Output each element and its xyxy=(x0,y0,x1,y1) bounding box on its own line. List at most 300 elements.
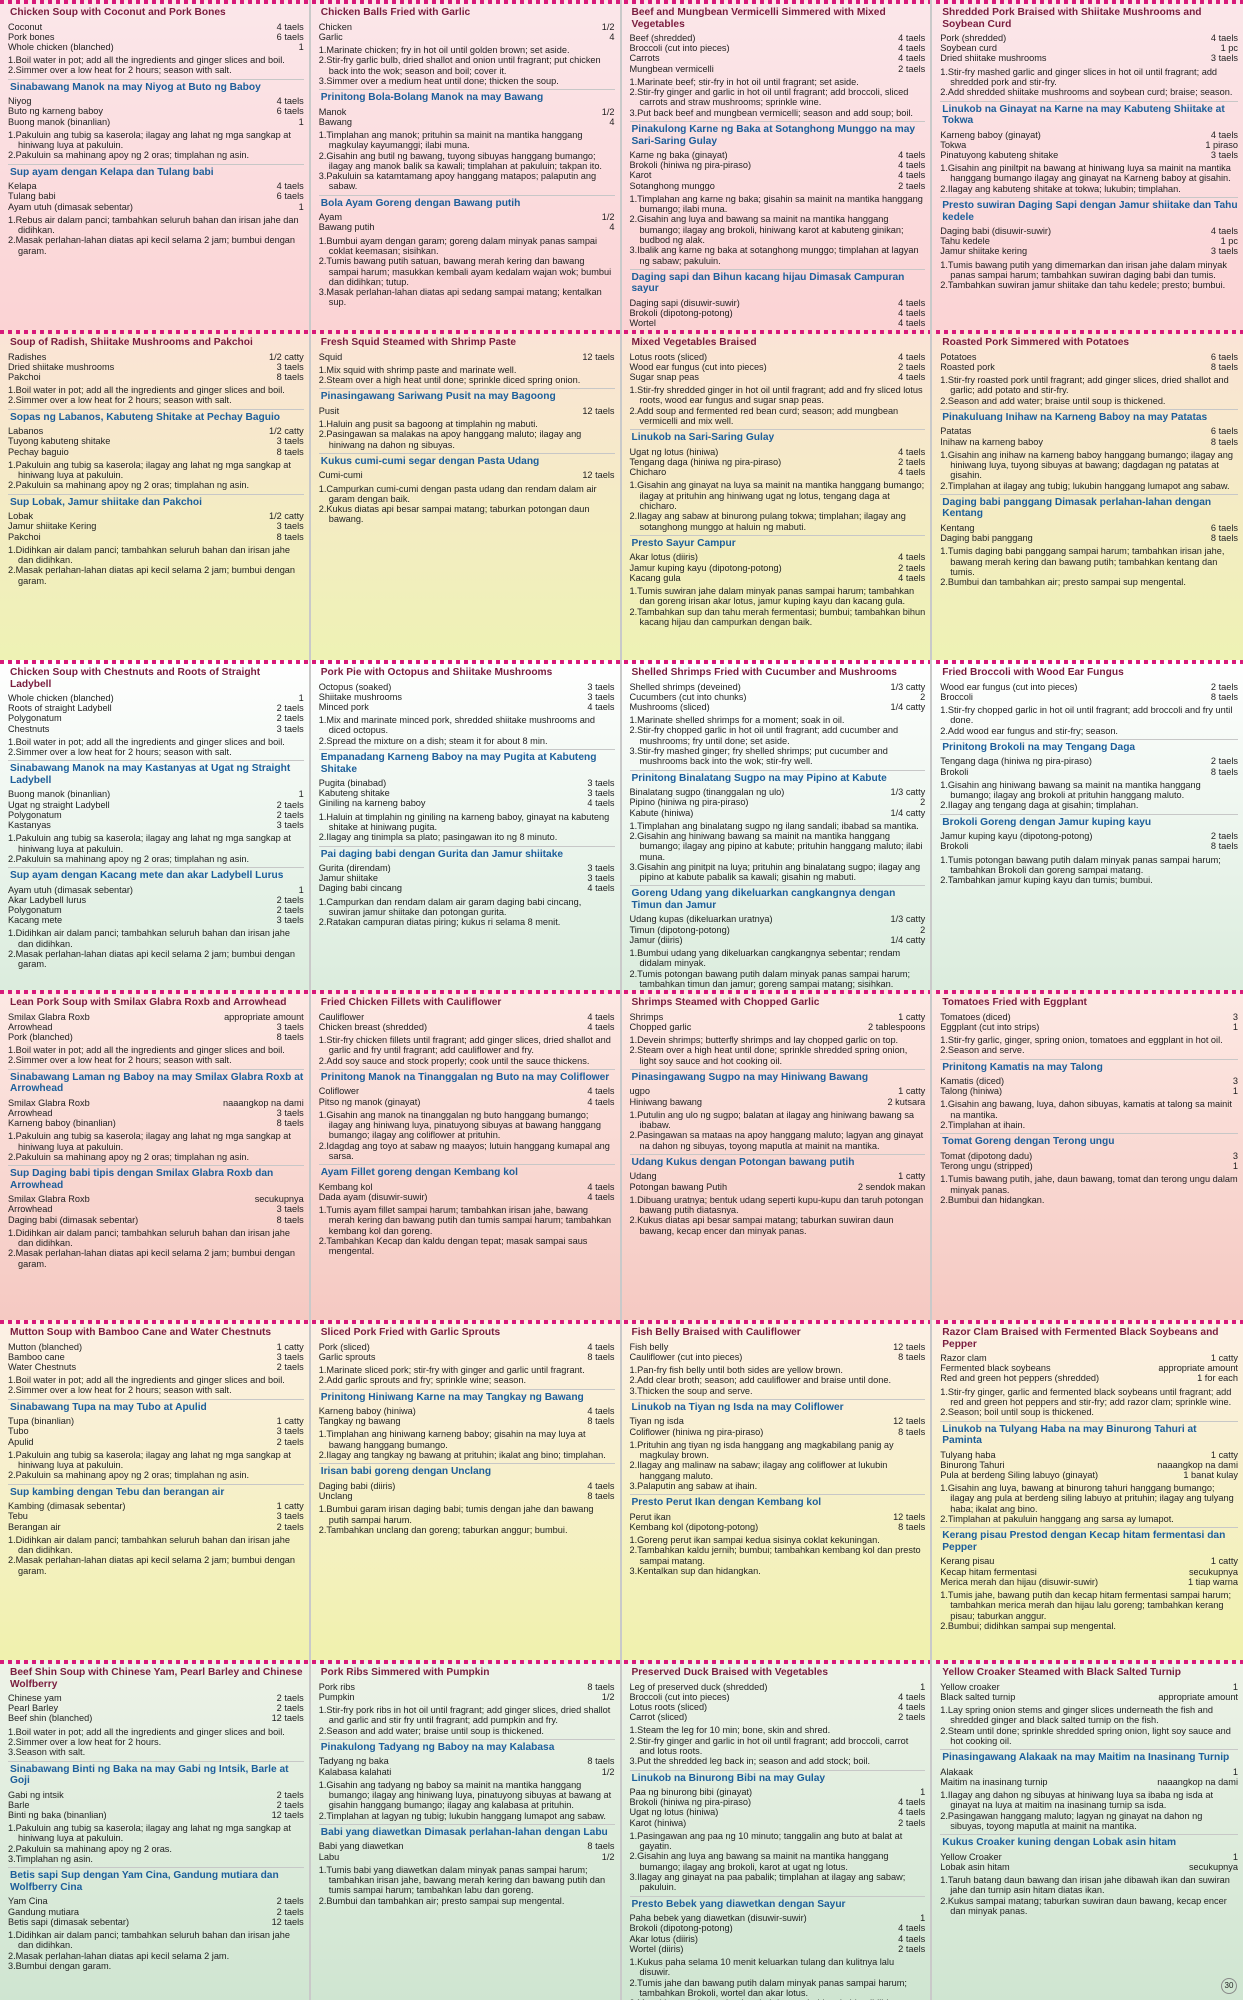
recipe-steps xyxy=(319,1865,615,1906)
ingredient-name: Whole chicken (blanched) xyxy=(8,693,114,703)
ingredient-quantity: 4 taels xyxy=(898,552,926,563)
recipe-step: 1.Timplahan ang manok; prituhin sa mainit na mantika hanggang magkulay kayumanggi; ilabi muna. xyxy=(318,130,583,151)
ingredient-name: Shiitake mushrooms xyxy=(318,691,402,702)
recipe-title: Roasted Pork Simmered with Potatoes xyxy=(942,337,1130,348)
ingredient-name: Chicken breast (shredded) xyxy=(318,1021,428,1032)
recipe-column xyxy=(622,1320,933,1660)
recipe-column xyxy=(311,0,622,330)
ingredient-quantity: 3 taels xyxy=(587,778,615,788)
recipe-steps xyxy=(630,194,926,266)
ingredient-quantity: 1 for each xyxy=(1197,1373,1238,1384)
ingredient-row xyxy=(8,1215,304,1225)
ingredient-quantity: 3 xyxy=(1232,1150,1238,1161)
ingredient-quantity: 3 taels xyxy=(276,521,304,532)
ingredient-quantity: 4 taels xyxy=(587,1406,615,1416)
ingredient-row xyxy=(940,53,1238,63)
ingredient-row xyxy=(319,1406,615,1416)
ingredient-name: Hiniwang bawang xyxy=(629,1096,703,1107)
recipe-title: Shrimps Steamed with Chopped Garlic xyxy=(631,997,820,1008)
ingredient-row xyxy=(8,915,304,925)
ingredient-row xyxy=(319,1756,615,1766)
recipe-title: Lean Pork Soup with Smilax Glabra Roxb and Arrowhead xyxy=(10,997,287,1008)
ingredient-quantity: 4 taels xyxy=(898,308,926,319)
ingredient-quantity: 1 xyxy=(298,884,304,895)
recipe-step: 2.Timplahan at ihain. xyxy=(940,1120,1026,1130)
ingredient-name: Red and green hot peppers (shredded) xyxy=(940,1373,1100,1384)
recipe-step: 1.Tumis babi yang diawetkan dalam minyak panas sampai harum; tambahkan irisan jahe, bawang merah kering dan bawang putih dan tumis sampai harum; tambahkan labu dan goreng. xyxy=(318,1864,606,1896)
ingredient-name: Merica merah dan hijau (disuwir-suwir) xyxy=(940,1576,1099,1587)
ingredient-row xyxy=(8,1098,304,1108)
recipe-steps xyxy=(940,780,1238,811)
recipe-title: Linukob na Tulyang Haba na may Binurong Tahuri at Paminta xyxy=(940,1421,1238,1448)
recipe-steps xyxy=(319,1035,615,1066)
recipe-step: 2.Ilagay ang tinimpla sa plato; pasingawan ito ng 8 minuto. xyxy=(318,832,558,843)
ingredient-quantity: 4 xyxy=(609,116,615,127)
recipe-steps xyxy=(319,1110,615,1161)
recipe-block xyxy=(319,749,615,843)
ingredient-row xyxy=(630,352,926,362)
ingredient-quantity: 4 taels xyxy=(898,467,926,478)
ingredient-row xyxy=(630,692,926,702)
ingredient-name: Cauliflower xyxy=(318,1011,365,1022)
ingredient-row xyxy=(940,841,1238,851)
recipe-column xyxy=(0,1660,311,2000)
recipe-steps xyxy=(8,928,304,969)
ingredient-name: Babi yang diawetkan xyxy=(318,1841,404,1852)
recipe-step: 1.Boil water in pot; add all the ingredients and ginger slices and boil. xyxy=(8,1726,285,1737)
recipe-block xyxy=(630,885,926,990)
ingredient-row xyxy=(319,1182,615,1192)
ingredient-quantity: 8 taels xyxy=(587,1351,615,1362)
recipe-steps xyxy=(8,55,304,76)
recipe-step: 2.Masak perlahan-lahan diatas api kecil selama 2 jam; bumbui dengan garam. xyxy=(8,1555,296,1576)
recipe-step: 1.Gisahin ang piniltpit na bawang at hiniwang luya sa mainit na mantika hanggang bumango ilagay ang ginayat na Karneng baboy at gisahin. xyxy=(940,163,1231,184)
recipe-block xyxy=(630,1326,926,1396)
recipe-block xyxy=(630,666,926,767)
ingredient-row xyxy=(940,33,1238,43)
ingredient-name: Gabi ng intsik xyxy=(8,1789,64,1800)
ingredient-row xyxy=(940,1151,1238,1161)
recipe-block xyxy=(940,336,1238,406)
recipe-step: 1.Marinate sliced pork; stir-fry with ginger and garlic until fragrant. xyxy=(318,1364,585,1375)
ingredient-name: Kentang xyxy=(940,522,975,533)
recipe-steps xyxy=(630,1831,926,1893)
ingredient-name: Mungbean vermicelli xyxy=(629,63,714,74)
recipe-step: 2.Pasingawan sa malakas na apoy hanggang maluto; ilagay ang hiniwang na dahon ng sibuyas. xyxy=(318,429,582,450)
recipe-title: Fresh Squid Steamed with Shrimp Paste xyxy=(320,337,517,348)
ingredient-quantity: 1/2 catty xyxy=(269,351,304,362)
recipe-block xyxy=(8,1761,304,1865)
recipe-step: 1.Dibuang uratnya; bentuk udang seperti kupu-kupu dan taruh potongan bawang putih diatasnya. xyxy=(629,1194,924,1216)
recipe-step: 1.Timplahan ang binalatang sugpo ng ilang sandali; ibabad sa mantika. xyxy=(629,820,919,831)
ingredient-quantity: 1 catty xyxy=(1210,1449,1238,1460)
ingredient-row xyxy=(940,1577,1238,1587)
ingredient-quantity: 3 taels xyxy=(587,863,615,873)
recipe-title: Prinitong Binalatang Sugpo na may Pipino at Kabute xyxy=(630,770,926,786)
ingredient-row xyxy=(630,362,926,372)
ingredient-row xyxy=(8,1032,304,1042)
recipe-step: 2.Tambahkan jamur kuping kayu dan tumis; bumbui. xyxy=(940,875,1153,886)
ingredient-name: Alakaak xyxy=(940,1766,973,1777)
ingredient-quantity: 2 taels xyxy=(1210,756,1238,767)
ingredient-name: Kelapa xyxy=(8,181,37,192)
ingredient-row xyxy=(8,1800,304,1810)
ingredient-name: Buong manok (binanlian) xyxy=(8,116,111,127)
recipe-title: Razor Clam Braised with Fermented Black Soybeans and Pepper xyxy=(942,1327,1219,1350)
ingredient-row xyxy=(630,160,926,170)
recipe-steps xyxy=(8,1930,304,1971)
ingredient-name: Binti ng baka (binanlian) xyxy=(8,1809,107,1820)
ingredient-row xyxy=(940,1682,1238,1692)
ingredient-quantity: 2 taels xyxy=(276,1521,304,1532)
recipe-block xyxy=(630,6,926,118)
ingredient-name: Brokoli xyxy=(940,766,969,777)
recipe-step: 1.Marinate beef; stir-fry in hot oil until fragrant; set aside. xyxy=(629,76,859,87)
ingredient-name: Dried shiitake mushrooms xyxy=(940,53,1047,64)
ingredient-quantity: 8 taels xyxy=(276,1118,304,1129)
ingredient-name: Chinese yam xyxy=(8,1693,62,1703)
ingredient-row xyxy=(940,352,1238,362)
ingredient-name: Cumi-cumi xyxy=(318,470,363,481)
recipe-steps xyxy=(8,545,304,586)
ingredient-name: Tadyang ng baka xyxy=(318,1756,389,1767)
ingredient-quantity: 2 taels xyxy=(898,1943,926,1954)
ingredient-name: Jamur shiitake Kering xyxy=(8,521,97,532)
ingredient-quantity: 12 taels xyxy=(893,1341,926,1352)
ingredient-row xyxy=(630,447,926,457)
recipe-step: 2.Pakuluin sa mahinang apoy ng 2 oras; timplahan ng asin. xyxy=(8,853,250,864)
ingredient-name: Wortel (diiris) xyxy=(629,1943,684,1954)
ingredient-name: Daging babi cincang xyxy=(318,883,403,894)
recipe-steps xyxy=(8,737,304,758)
recipe-steps xyxy=(8,1535,304,1576)
ingredient-name: Carrot (sliced) xyxy=(629,1712,688,1723)
ingredient-quantity: 4 taels xyxy=(898,1701,926,1712)
ingredient-row xyxy=(8,532,304,542)
ingredient-name: Buto ng karneng baboy xyxy=(8,106,104,117)
recipe-step: 2.Timplahan at pakuluin hanggang ang sarsa ay lumapot. xyxy=(940,1514,1174,1524)
ingredient-row xyxy=(319,1682,615,1692)
ingredient-row xyxy=(8,1118,304,1128)
recipe-block xyxy=(319,453,615,525)
recipe-step: 1.Pakuluin ang tubig sa kaserola; ilagay ang lahat ng mga sangkap at hiniwang luya at pakuluin. xyxy=(8,1449,291,1471)
ingredient-quantity: 4 taels xyxy=(587,1191,615,1202)
ingredient-name: Coconut xyxy=(8,21,43,32)
recipe-block xyxy=(8,1484,304,1576)
recipe-step: 1.Didihkan air dalam panci; tambahkan seluruh bahan dan irisan jahe dan didihkan. xyxy=(8,1534,290,1556)
ingredient-name: Pugita (binabad) xyxy=(318,778,387,788)
ingredient-quantity: 4 taels xyxy=(898,160,926,171)
ingredient-row xyxy=(940,1460,1238,1470)
ingredient-name: Carrots xyxy=(629,53,660,64)
recipe-title: Tomatoes Fried with Eggplant xyxy=(942,997,1087,1008)
recipe-title: Pinakuluang Inihaw na Karneng Baboy na may Patatas xyxy=(940,409,1238,425)
ingredient-quantity: 4 taels xyxy=(587,1096,615,1107)
ingredient-quantity: 2 taels xyxy=(276,1703,304,1714)
ingredient-row xyxy=(8,1703,304,1713)
ingredient-quantity: appropriate amount xyxy=(1158,1691,1238,1702)
ingredient-quantity: 1 xyxy=(298,693,304,703)
recipe-steps xyxy=(630,480,926,531)
ingredient-quantity: 3 taels xyxy=(587,788,615,799)
recipe-title: Linukob na Binurong Bibi na may Gulay xyxy=(630,1770,926,1786)
ingredient-name: Mushrooms (sliced) xyxy=(629,701,710,712)
ingredient-name: Polygonatum xyxy=(8,905,62,916)
ingredient-name: Sugar snap peas xyxy=(629,371,699,382)
recipe-block xyxy=(319,846,615,928)
ingredient-name: Ayam xyxy=(318,212,343,223)
recipe-steps xyxy=(940,1790,1238,1831)
ingredient-row xyxy=(8,1194,304,1204)
ingredient-row xyxy=(630,808,926,818)
recipe-step: 1.Pakuluin ang tubig sa kaserola; ilagay ang lahat ng mga sangkap at hiniwang luya at pakuluin. xyxy=(8,833,291,854)
ingredient-name: Kembang kol xyxy=(318,1181,373,1192)
ingredient-name: Brokoli (hiniwa ng pira-piraso) xyxy=(629,1797,752,1808)
ingredient-quantity: 4 taels xyxy=(898,170,926,181)
ingredient-name: Garlic xyxy=(318,31,343,42)
ingredient-row xyxy=(630,935,926,945)
ingredient-quantity: 12 taels xyxy=(271,1713,304,1724)
ingredient-row xyxy=(630,1427,926,1437)
ingredient-name: Tupa (binanlian) xyxy=(8,1416,75,1427)
recipe-step: 2.Stir-fry garlic bulb, dried shallot and onion until fragrant; put chicken back into the wok; season and boil; cover it. xyxy=(318,55,601,76)
ingredient-quantity: 4 taels xyxy=(587,1021,615,1032)
ingredient-quantity: 4 taels xyxy=(898,351,926,362)
ingredient-name: Broccoli (cut into pieces) xyxy=(629,43,730,54)
recipe-steps xyxy=(8,385,304,406)
ingredient-row xyxy=(940,1450,1238,1460)
recipe-block xyxy=(630,429,926,532)
ingredient-name: Karot (hiniwa) xyxy=(629,1817,687,1828)
ingredient-row xyxy=(319,107,615,117)
recipe-title: Betis sapi Sup dengan Yam Cina, Gandung mutiara dan Wolfberry Cina xyxy=(8,1867,304,1894)
ingredient-row xyxy=(8,800,304,810)
ingredient-row xyxy=(8,202,304,212)
recipe-step: 1.Boil water in pot; add all the ingredients and ginger slices and boil. xyxy=(8,1375,285,1386)
ingredient-quantity: 4 taels xyxy=(587,1086,615,1097)
recipe-step: 3.Put the shredded leg back in; season and add stock; boil. xyxy=(629,1756,871,1767)
ingredient-row xyxy=(8,1416,304,1426)
recipe-step: 1.Haluin ang pusit sa bagoong at timplahin ng mabuti. xyxy=(318,419,538,429)
ingredient-name: Arrowhead xyxy=(8,1021,53,1032)
ingredient-quantity: 8 taels xyxy=(898,1351,926,1362)
ingredient-row xyxy=(319,798,615,808)
ingredient-name: Lobak asin hitam xyxy=(940,1861,1010,1872)
ingredient-quantity: 8 taels xyxy=(276,371,304,382)
recipe-step: 1.Didihkan air dalam panci; tambahkan seluruh bahan dan irisan jahe dan didihkan. xyxy=(8,544,290,566)
recipe-column xyxy=(0,990,311,1320)
ingredient-row xyxy=(630,682,926,692)
ingredient-quantity: 6 taels xyxy=(276,31,304,42)
recipe-step: 2.Steam until done; sprinkle shredded spring onion, light soy sauce and hot cooking oil. xyxy=(940,1725,1231,1746)
ingredient-name: Karneng baboy (hiniwa) xyxy=(318,1406,416,1416)
ingredient-name: Ayam utuh (dimasak sebentar) xyxy=(8,884,133,895)
recipe-step: 2.Tambahkan unclang dan goreng; taburkan anggur; bumbui. xyxy=(318,1524,568,1535)
recipe-steps xyxy=(8,1228,304,1269)
ingredient-quantity: 8 taels xyxy=(587,1841,615,1852)
ingredient-quantity: 1 xyxy=(920,1787,926,1797)
recipe-title: Kerang pisau Prestod dengan Kecap hitam fermentasi dan Pepper xyxy=(940,1527,1238,1554)
ingredient-name: Akar lotus (diiris) xyxy=(629,1933,698,1944)
recipe-title: Udang Kukus dengan Potongan bawang putih xyxy=(630,1154,926,1170)
recipe-step: 1.Didihkan air dalam panci; tambahkan seluruh bahan dan irisan jahe dan didihkan. xyxy=(8,1227,290,1249)
ingredient-name: Polygonatum xyxy=(8,713,62,724)
ingredient-quantity: 4 taels xyxy=(276,181,304,192)
ingredient-quantity: 3 taels xyxy=(276,1107,304,1118)
ingredient-name: Whole chicken (blanched) xyxy=(8,41,114,52)
ingredient-name: Wood ear fungus (cut into pieces) xyxy=(629,361,767,372)
recipe-block xyxy=(319,1389,615,1461)
recipe-block xyxy=(630,535,926,627)
recipe-step: 2.Tumis jahe dan bawang putih dalam minyak panas sampai harum; tambahkan Brokoli, wortel dan akar lotus. xyxy=(629,1977,907,1998)
ingredient-row xyxy=(630,1342,926,1352)
ingredient-name: Paa ng binurong bibi (ginayat) xyxy=(629,1787,753,1797)
recipe-title: Sinabawang Laman ng Baboy na may Smilax Glabra Roxb at Arrowhead xyxy=(8,1069,304,1096)
ingredient-name: Bawang xyxy=(318,116,352,127)
ingredient-row xyxy=(8,511,304,521)
ingredient-row xyxy=(630,372,926,382)
ingredient-quantity: 8 taels xyxy=(276,531,304,542)
recipe-block xyxy=(940,1527,1238,1631)
ingredient-row xyxy=(319,873,615,883)
recipe-steps xyxy=(8,1131,304,1162)
ingredient-name: Jamur (diiris) xyxy=(629,934,683,945)
ingredient-row xyxy=(8,372,304,382)
recipe-steps xyxy=(630,586,926,627)
recipe-step: 3.Palaputin ang sabaw at ihain. xyxy=(629,1480,758,1491)
ingredient-name: Sotanghong munggo xyxy=(629,180,715,191)
ingredient-quantity: 1/2 xyxy=(601,106,615,117)
recipe-step: 1.Stir-fry chicken fillets until fragrant; add ginger slices, dried shallot and garlic and fry until fragrant; add cauliflower and fry. xyxy=(318,1034,611,1056)
recipe-steps xyxy=(940,1387,1238,1418)
recipe-title: Chicken Soup with Chestnuts and Roots of Straight Ladybell xyxy=(10,667,261,690)
ingredient-name: Kabute (hiniwa) xyxy=(629,807,694,818)
ingredient-quantity: 1/2 xyxy=(601,212,615,223)
recipe-column xyxy=(311,1320,622,1660)
recipe-step: 3.Kentalkan sup dan hidangkan. xyxy=(629,1565,761,1576)
recipe-steps xyxy=(940,1875,1238,1916)
recipe-band xyxy=(0,1660,1243,2000)
ingredient-quantity: 12 taels xyxy=(582,470,615,481)
ingredient-row xyxy=(630,1787,926,1797)
ingredient-row xyxy=(8,1810,304,1820)
ingredient-quantity: 1/2 xyxy=(601,1691,615,1702)
ingredient-quantity: 8 taels xyxy=(1210,841,1238,852)
recipe-steps xyxy=(940,1174,1238,1205)
recipe-step: 2.Stir-fry ginger and garlic in hot oil until fragrant; add broccoli, carrot and lotus roots. xyxy=(629,1735,909,1756)
recipe-step: 1.Goreng perut ikan sampai kedua sisinya coklat kekuningan. xyxy=(629,1535,880,1546)
ingredient-row xyxy=(940,1086,1238,1096)
ingredient-name: Kembang kol (dipotong-potong) xyxy=(629,1521,759,1532)
recipe-block xyxy=(940,409,1238,491)
ingredient-name: Razor clam xyxy=(940,1353,987,1363)
recipe-title: Fish Belly Braised with Cauliflower xyxy=(631,1327,801,1338)
recipe-step: 1.Boil water in pot; add all the ingredients and ginger slices and boil. xyxy=(8,1045,285,1056)
recipe-step: 2.Gisahin ang hiniwang bawang sa mainit na mantika hanggang bumango; ilagay ang pipino at kabute; prituhin hanggang maluto; ilabi muna. xyxy=(629,831,923,862)
ingredient-name: Potongan bawang Putih xyxy=(629,1181,728,1192)
ingredient-quantity: 1 catty xyxy=(276,1341,304,1352)
ingredient-quantity: 2 taels xyxy=(276,894,304,905)
recipe-step: 2.Masak perlahan-lahan diatas api kecil selama 2 jam; bumbui dengan garam. xyxy=(8,235,296,256)
recipe-step: 2.Ratakan campuran diatas piring; kukus ri selama 8 menit. xyxy=(318,917,561,928)
recipe-block xyxy=(940,197,1238,291)
ingredient-quantity: 4 taels xyxy=(898,371,926,382)
ingredient-name: Daging babi (diiris) xyxy=(318,1480,396,1491)
recipe-step: 2.Bumbui dan hidangkan. xyxy=(940,1194,1045,1205)
ingredient-quantity: 8 taels xyxy=(276,1031,304,1042)
recipe-block xyxy=(630,1154,926,1236)
recipe-block xyxy=(8,1666,304,1758)
recipe-steps xyxy=(630,1110,926,1151)
ingredient-name: Kabuteng shitake xyxy=(318,788,390,799)
ingredient-name: Pork (blanched) xyxy=(8,1031,73,1042)
recipe-title: Prinitong Manok na Tinanggalan ng Buto na may Coliflower xyxy=(319,1069,615,1085)
ingredient-row xyxy=(319,863,615,873)
recipe-title: Linukob na Sari-Saring Gulay xyxy=(630,429,926,445)
ingredient-row xyxy=(8,703,304,713)
ingredient-name: Kambing (dimasak sebentar) xyxy=(8,1501,126,1512)
ingredient-quantity: 1 xyxy=(1232,1851,1238,1862)
ingredient-row xyxy=(8,1917,304,1927)
ingredient-quantity: 4 taels xyxy=(898,150,926,160)
recipe-title: Pinasingawang Alakaak na may Maitim na Inasinang Turnip xyxy=(940,1749,1238,1765)
ingredient-row xyxy=(630,1934,926,1944)
ingredient-row xyxy=(8,1437,304,1447)
recipe-step: 1.Stir-fry chopped garlic in hot oil until fragrant; add broccoli and fry until done. xyxy=(940,704,1233,726)
recipe-title: Prinitong Brokoli na may Tengang Daga xyxy=(940,739,1238,755)
ingredient-name: Soybean curd xyxy=(940,43,997,54)
ingredient-quantity: 4 taels xyxy=(587,1341,615,1352)
recipe-title: Ayam Fillet goreng dengan Kembang kol xyxy=(319,1164,615,1180)
recipe-block xyxy=(940,814,1238,886)
ingredient-name: Smilax Glabra Roxb xyxy=(8,1194,90,1205)
recipe-step: 2.Ilagay ang malinaw na sabaw; ilagay ang coliflower at lukubin hanggang maluto. xyxy=(629,1460,888,1481)
ingredient-quantity: 2 taels xyxy=(276,1436,304,1447)
ingredient-row xyxy=(8,1012,304,1022)
recipe-title: Sup ayam dengan Kelapa dan Tulang babi xyxy=(8,164,304,180)
ingredient-name: Daging babi (disuwir-suwir) xyxy=(940,226,1052,236)
ingredient-name: Minced pork xyxy=(318,701,369,712)
ingredient-name: Coliflower xyxy=(318,1086,360,1097)
ingredient-name: Udang xyxy=(629,1171,657,1182)
ingredient-quantity: 2 taels xyxy=(276,703,304,714)
recipe-step: 1.Didihkan air dalam panci; tambahkan seluruh bahan dan irisan jahe dan didihkan. xyxy=(8,1929,290,1951)
recipe-steps xyxy=(940,260,1238,291)
recipe-title: Sinabawang Manok na may Kastanyas at Ugat ng Straight Ladybell xyxy=(8,760,304,787)
ingredient-quantity: 1 piraso xyxy=(1205,139,1238,150)
ingredient-row xyxy=(940,1022,1238,1032)
recipe-steps xyxy=(8,1727,304,1758)
ingredient-quantity: 6 taels xyxy=(1210,351,1238,362)
ingredient-row xyxy=(630,1097,926,1107)
recipe-block xyxy=(630,269,926,330)
ingredient-name: Tomatoes (diced) xyxy=(940,1011,1011,1022)
recipe-block xyxy=(319,1326,615,1386)
ingredient-row xyxy=(319,212,615,222)
recipe-step: 2.Tumis bawang putih satuan, bawang merah kering dan bawang sampai harum; masukkan kembali ayam kedalam wajan wok; bumbui dan didihkan; tutup. xyxy=(318,256,612,287)
ingredient-row xyxy=(319,682,615,692)
recipe-step: 3.Thicken the soup and serve. xyxy=(629,1385,753,1396)
ingredient-name: Jamur kuping kayu (dipotong-potong) xyxy=(940,831,1093,842)
ingredient-quantity: 2 tablespoons xyxy=(868,1021,926,1032)
recipe-block xyxy=(630,1494,926,1576)
recipe-steps xyxy=(319,130,615,192)
recipe-step: 1.Tumis potongan bawang putih dalam minyak panas sampai harum; tambahkan Brokoli dan goreng sampai matang. xyxy=(940,854,1221,875)
ingredient-quantity: 2 taels xyxy=(898,361,926,372)
ingredient-quantity: 4 taels xyxy=(898,297,926,308)
ingredient-row xyxy=(8,447,304,457)
page-number: 30 xyxy=(1221,1978,1237,1994)
